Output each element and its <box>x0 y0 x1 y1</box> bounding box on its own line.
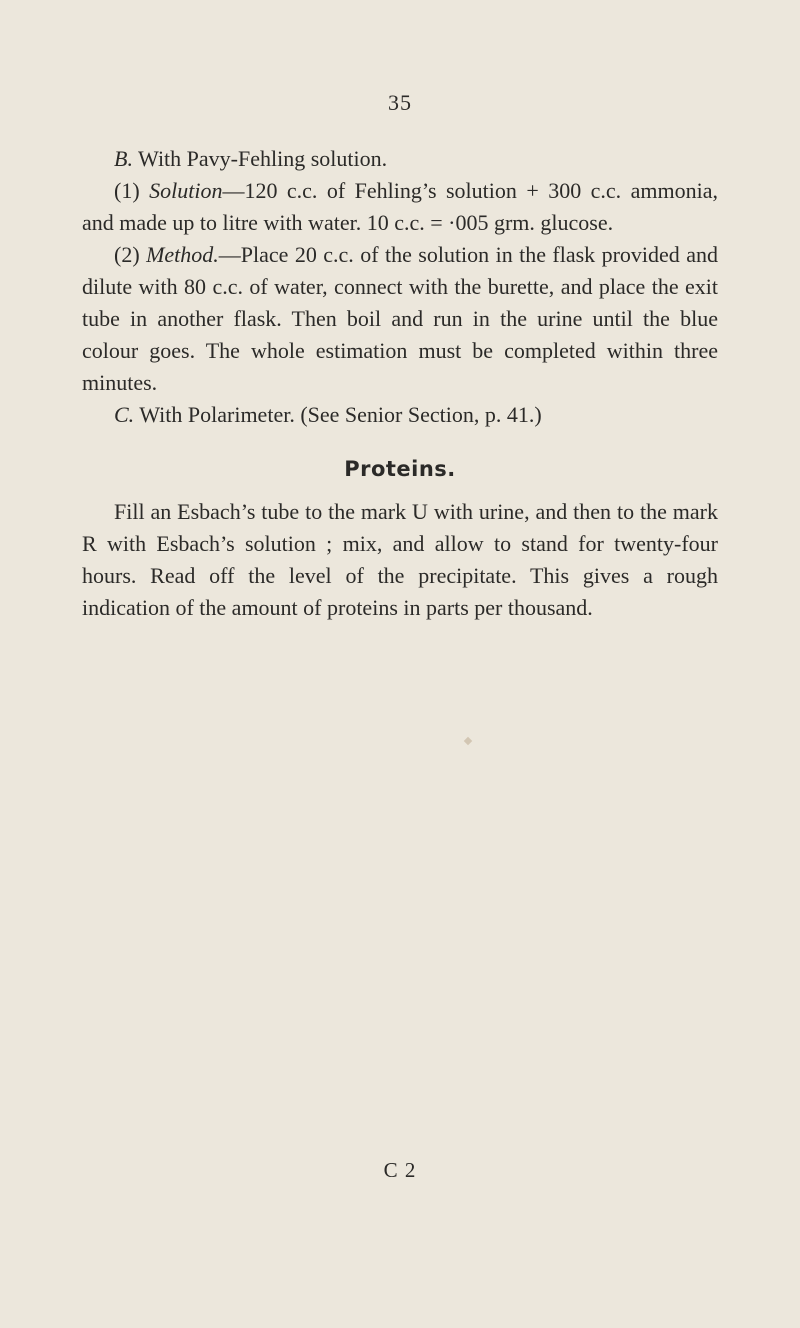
method-number: (2) <box>114 242 147 267</box>
solution-text: —120 c.c. of Fehling’s solution + 300 c.c. ammonia, and made up to litre with water. 10 c.c. = ·005 grm. glucose. <box>82 178 718 235</box>
section-b-label: B. <box>114 146 133 171</box>
section-c-text: With Polarimeter. (See Senior Section, p. 41.) <box>134 402 542 427</box>
signature-mark: C 2 <box>383 1158 417 1182</box>
page-body <box>82 143 718 624</box>
section-c-heading <box>82 399 718 431</box>
method-label: Method. <box>146 242 219 267</box>
solution-label: Solution <box>149 178 223 203</box>
paper-fleck <box>464 737 472 745</box>
page-number: 35 <box>388 90 412 115</box>
section-b-text: With Pavy-Fehling solution. <box>132 146 388 171</box>
method-paragraph <box>82 239 718 399</box>
section-c-label: C. <box>114 402 135 427</box>
proteins-paragraph: Fill an Esbach’s tube to the mark U with urine, and then to the mark R with Esbach’s solution ; mix, and allow to stand for twenty-four hours. Read off the level of the precipitate. This gives a rough indication of the amount of proteins in parts per thousand. <box>82 499 718 620</box>
proteins-heading: Proteins. <box>344 457 456 481</box>
solution-paragraph <box>82 175 718 239</box>
section-b-heading <box>82 143 718 175</box>
solution-number: (1) <box>114 178 150 203</box>
method-text: —Place 20 c.c. of the solution in the flask provided and dilute with 80 c.c. of water, connect with the burette, and place the exit tube in another flask. Then boil and run in the urine until the blue colour goes. The whole estimation must be completed within three minutes. <box>82 242 718 395</box>
